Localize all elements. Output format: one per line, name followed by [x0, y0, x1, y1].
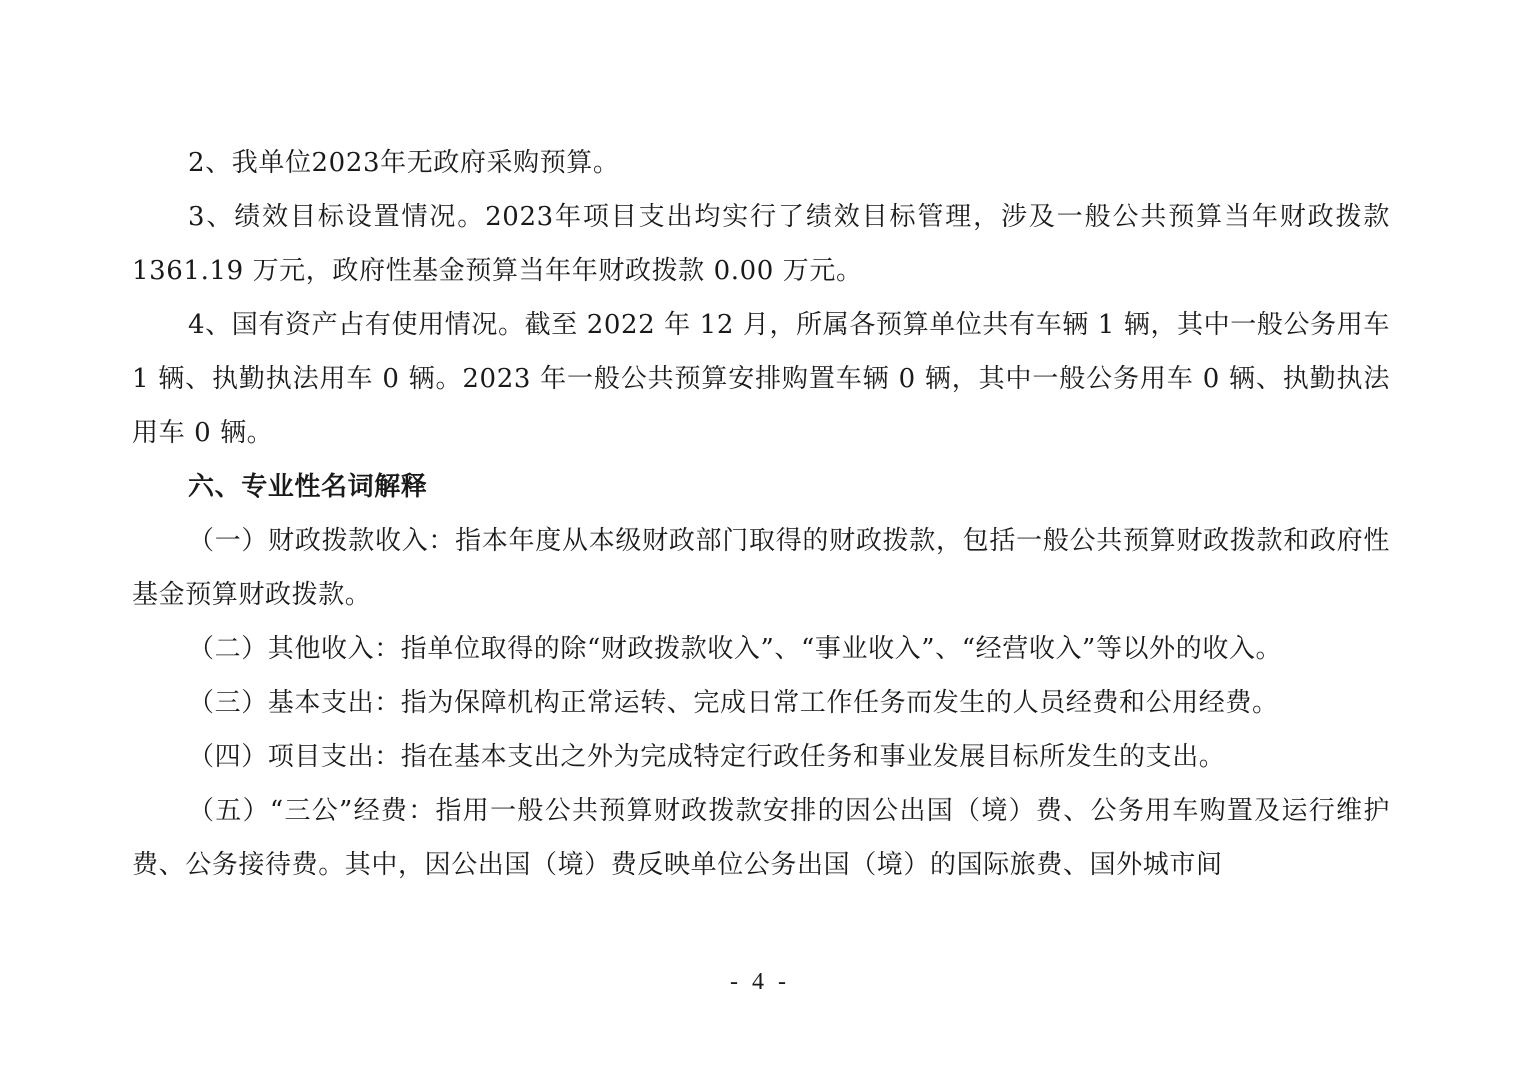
paragraph-state-assets: 4、国有资产占有使用情况。截至 2022 年 12 月，所属各预算单位共有车辆 1 辆，其中一般公务用车 1 辆、执勤执法用车 0 辆。2023 年一般公共预算安排购置车辆 0 辆，其中一般公务用车 0 辆、执勤执法用车 0 辆。 — [132, 310, 1390, 448]
definition-three-public-expenses: （五）“三公”经费：指用一般公共预算财政拨款安排的因公出国（境）费、公务用车购置及运行维护费、公务接待费。其中，因公出国（境）费反映单位公务出国（境）的国际旅费、国外城市间 — [132, 796, 1390, 880]
definition-other-income: （二）其他收入：指单位取得的除“财政拨款收入”、“事业收入”、“经营收入”等以外的收入。 — [188, 634, 1283, 664]
definition-project-expenditure: （四）项目支出：指在基本支出之外为完成特定行政任务和事业发展目标所发生的支出。 — [188, 742, 1226, 772]
definition-fiscal-income: （一）财政拨款收入：指本年度从本级财政部门取得的财政拨款，包括一般公共预算财政拨款和政府性基金预算财政拨款。 — [132, 526, 1390, 610]
definition-basic-expenditure: （三）基本支出：指为保障机构正常运转、完成日常工作任务而发生的人员经费和公用经费。 — [188, 688, 1279, 718]
page-number: - 4 - — [730, 969, 790, 995]
section-heading-terms: 六、专业性名词解释 — [188, 472, 428, 502]
document-body — [132, 136, 1390, 892]
paragraph-performance-goals: 3、绩效目标设置情况。2023年项目支出均实行了绩效目标管理，涉及一般公共预算当年财政拨款 1361.19 万元，政府性基金预算当年年财政拨款 0.00 万元。 — [132, 202, 1390, 286]
paragraph-procurement: 2、我单位2023年无政府采购预算。 — [188, 148, 620, 178]
